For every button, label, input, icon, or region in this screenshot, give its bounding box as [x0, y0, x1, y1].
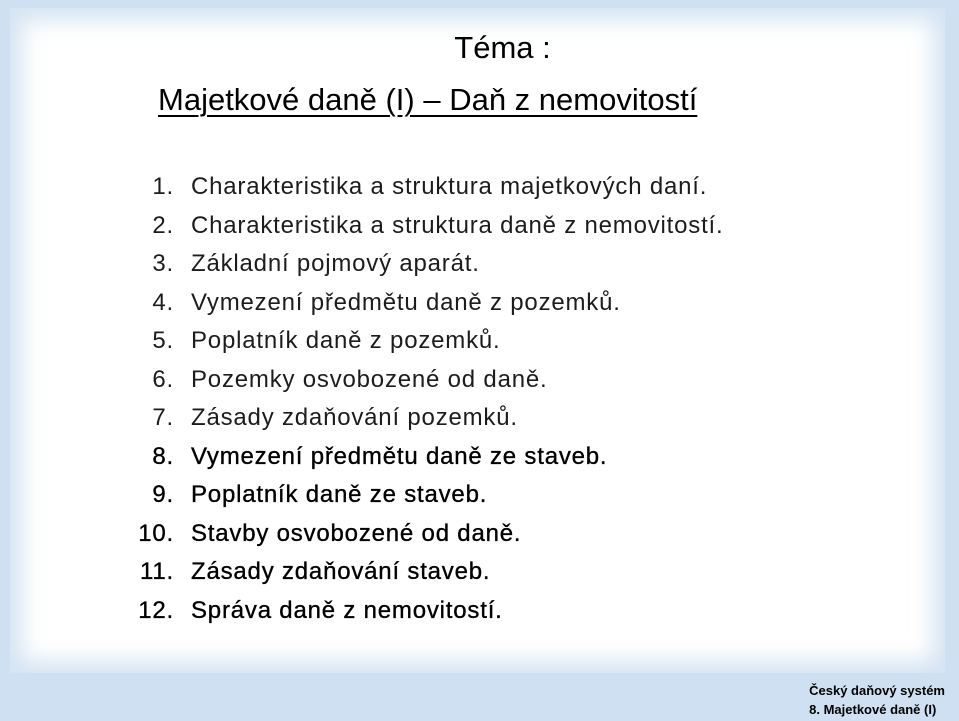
list-item-text: Zásady zdaňování pozemků.	[191, 404, 518, 431]
list-item-text: Charakteristika a struktura majetkových daní.	[191, 173, 708, 200]
list-item-number: 2.	[152, 211, 174, 239]
list-item	[96, 207, 723, 246]
list-item-text: Vymezení předmětu daně ze staveb.	[191, 442, 608, 470]
list-item-number: 5.	[152, 327, 174, 354]
list-item-number: 3.	[152, 250, 174, 277]
topic-list	[96, 168, 723, 630]
footer-course-name: Český daňový systém	[809, 683, 945, 698]
list-item	[96, 361, 723, 400]
list-item-number: 8.	[152, 442, 174, 470]
list-item-number: 1.	[152, 173, 174, 200]
list-item	[96, 168, 723, 207]
list-item-text: Stavby osvobozené od daně.	[191, 519, 522, 547]
list-item-text: Vymezení předmětu daně z pozemků.	[191, 288, 621, 316]
slide-title-label: Téma :	[454, 30, 551, 65]
list-item	[96, 438, 723, 477]
list-item-number: 11.	[140, 558, 174, 585]
list-item-number: 4.	[152, 288, 174, 316]
list-item-number: 12.	[138, 596, 174, 624]
list-item-text: Základní pojmový aparát.	[191, 250, 480, 277]
list-item-text: Zásady zdaňování staveb.	[191, 558, 491, 585]
list-item-number: 6.	[152, 365, 174, 393]
list-item-number: 9.	[152, 481, 174, 508]
list-item	[96, 322, 723, 361]
list-item	[96, 476, 723, 515]
list-item-text: Poplatník daně ze staveb.	[191, 481, 488, 508]
list-item-text: Charakteristika a struktura daně z nemovitostí.	[191, 211, 724, 239]
list-item	[96, 245, 723, 284]
slide-footer	[809, 681, 945, 719]
list-item	[96, 592, 723, 631]
list-item-number: 10.	[138, 519, 174, 547]
list-item-number: 7.	[152, 404, 174, 431]
list-item-text: Správa daně z nemovitostí.	[191, 596, 503, 624]
footer-lecture-name: 8. Majetkové daně (I)	[809, 702, 937, 717]
list-item	[96, 284, 723, 323]
list-item	[96, 515, 723, 554]
slide-title-subject: Majetkové daně (I) – Daň z nemovitostí	[158, 82, 698, 117]
list-item	[96, 553, 723, 592]
list-item-text: Poplatník daně z pozemků.	[191, 327, 501, 354]
list-item-text: Pozemky osvobozené od daně.	[191, 365, 548, 393]
list-item	[96, 399, 723, 438]
